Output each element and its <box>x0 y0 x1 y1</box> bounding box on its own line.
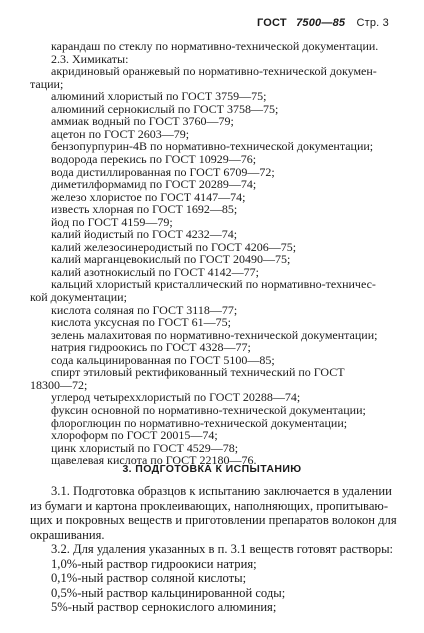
list-item: флороглюцин по нормативно-технической документации; <box>51 415 348 430</box>
list-item: акридиновый оранжевый по нормативно-технической докумен- <box>51 64 377 79</box>
paragraph-line: щих и покровных веществ и приготовлении препаратов волокон для <box>30 513 397 527</box>
list-item: бензопурпурин-4В по нормативно-технической документации; <box>51 139 374 154</box>
list-item: йод по ГОСТ 4159—79; <box>51 214 173 229</box>
list-item: сода кальцинированная по ГОСТ 5100—85; <box>51 352 275 367</box>
list-item: вода дистиллированная по ГОСТ 6709—72; <box>51 164 275 179</box>
list-item: кислота уксусная по ГОСТ 61—75; <box>51 315 231 330</box>
list-item: известь хлорная по ГОСТ 1692—85; <box>51 202 238 217</box>
list-item: кислота соляная по ГОСТ 3118—77; <box>51 302 238 317</box>
list-item: цинк хлористый по ГОСТ 4529—78; <box>51 440 239 455</box>
header-standard-number: 7500—85 <box>296 17 346 29</box>
list-item: диметилформамид по ГОСТ 20289—74; <box>51 177 257 192</box>
paragraph-line: окрашивания. <box>30 528 105 542</box>
paragraph-line: 3.2. Для удаления указанных в п. 3.1 веществ готовят растворы: <box>51 542 394 556</box>
list-item: калий йодистый по ГОСТ 4232—74; <box>51 227 238 242</box>
header-gost: ГОСТ <box>256 17 287 29</box>
list-item: ацетон по ГОСТ 2603—79; <box>51 126 190 141</box>
list-item: зелень малахитовая по нормативно-технической документации; <box>51 327 378 342</box>
list-item: хлороформ по ГОСТ 20015—74; <box>51 428 218 443</box>
list-item: карандаш по стеклу по нормативно-технической документации. <box>51 39 379 53</box>
list-item: тации; <box>30 76 64 91</box>
list-item: калий железосинеродистый по ГОСТ 4206—75; <box>51 239 297 254</box>
list-item: 18300—72; <box>30 377 88 392</box>
list-item: алюминий хлористый по ГОСТ 3759—75; <box>51 89 267 104</box>
list-item: натрия гидроокись по ГОСТ 4328—77; <box>51 340 251 355</box>
list-item: 5%-ный раствор сернокислого алюминия; <box>51 600 277 614</box>
list-item: кальций хлористый кристаллический по нормативно-техничес- <box>51 277 376 292</box>
list-item: фуксин основной по нормативно-технической документации; <box>51 402 366 417</box>
list-item: 1,0%-ный раствор гидроокиси натрия; <box>51 557 257 571</box>
page-header <box>257 17 389 29</box>
list-item: алюминий сернокислый по ГОСТ 3758—75; <box>51 101 279 116</box>
list-item: калий марганцевокислый по ГОСТ 20490—75; <box>51 252 291 267</box>
list-item: 0,5%-ный раствор кальцинированной соды; <box>51 586 286 600</box>
list-item: спирт этиловый ректификованный технический по ГОСТ <box>51 365 345 380</box>
list-item: 0,1%-ный раствор соляной кислоты; <box>51 571 247 585</box>
header-page-number: Стр. 3 <box>356 17 389 29</box>
list-item: щавелевая кислота по ГОСТ 22180—76. <box>51 453 257 468</box>
list-item: калий азотнокислый по ГОСТ 4142—77; <box>51 264 260 279</box>
paragraph-line: 3.1. Подготовка образцов к испытанию заключается в удалении <box>51 484 392 498</box>
list-item: углерод четыреххлористый по ГОСТ 20288—74; <box>51 390 301 405</box>
paragraph-line: из бумаги и картона проклеивающих, наполняющих, пропитываю- <box>30 499 389 513</box>
list-item: кой документации; <box>30 290 127 304</box>
list-item: водорода перекись по ГОСТ 10929—76; <box>51 151 257 166</box>
list-item: железо хлористое по ГОСТ 4147—74; <box>51 189 246 204</box>
list-item: аммиак водный по ГОСТ 3760—79; <box>51 114 234 129</box>
section-title: 3. ПОДГОТОВКА К ИСПЫТАНИЮ <box>122 463 302 475</box>
subsection-heading: 2.3. Химикаты: <box>51 51 129 66</box>
